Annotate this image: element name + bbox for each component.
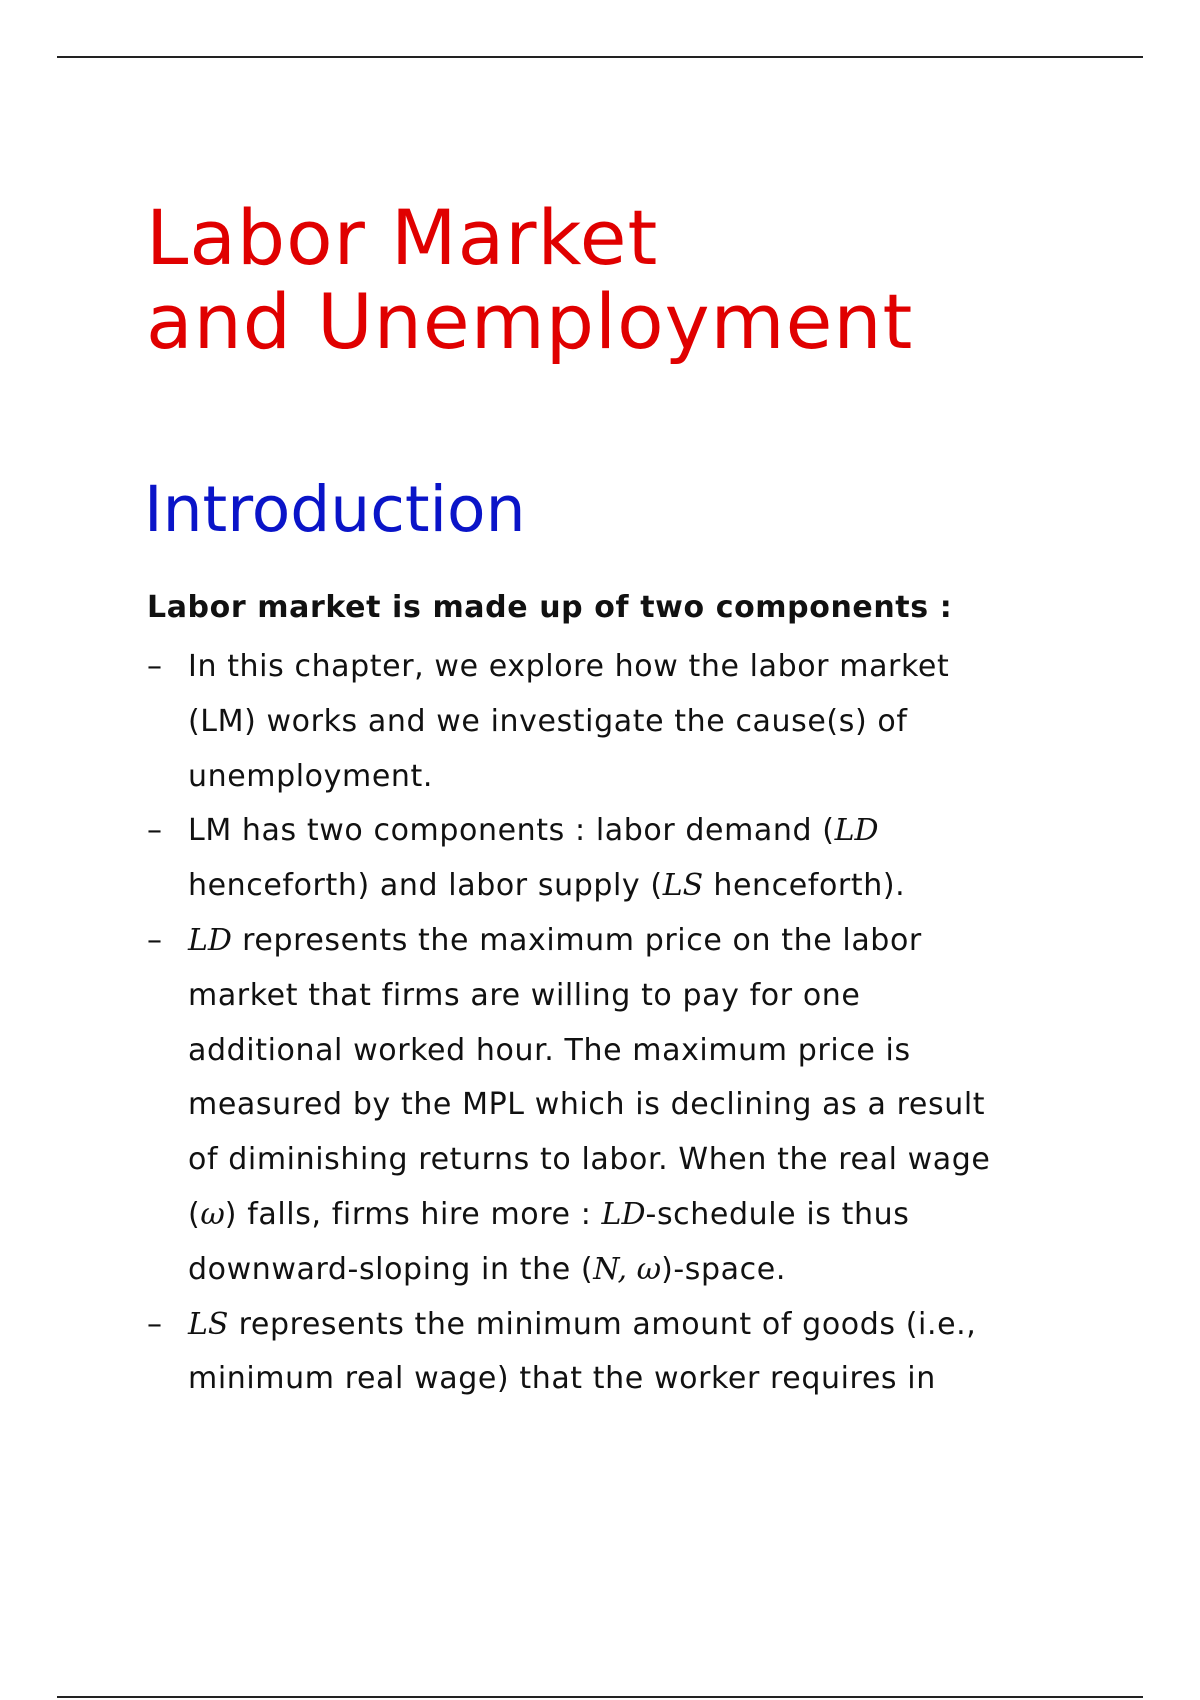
bullet-dash: – xyxy=(147,1306,163,1342)
bullet-text-line xyxy=(188,1188,1087,1243)
footer-rule xyxy=(57,1696,1143,1698)
page-title xyxy=(146,193,914,366)
bullet-item-labor-supply xyxy=(147,1298,1087,1408)
math-ld: LD xyxy=(601,1196,646,1232)
math-omega: ω xyxy=(200,1196,225,1232)
bullet-item-lm-components xyxy=(147,804,1087,914)
bullet-text-line: measured by the MPL which is declining as a result xyxy=(188,1087,986,1123)
lead-sentence: Labor market is made up of two components : xyxy=(147,590,953,625)
bullet-text-line xyxy=(188,859,1087,914)
bullet-text-line: additional worked hour. The maximum price is xyxy=(188,1032,911,1068)
math-ld: LD xyxy=(834,813,879,849)
bullet-text-line: (LM) works and we investigate the cause(s) of xyxy=(188,703,908,739)
bullet-dash: – xyxy=(147,813,163,849)
bullet-text-line: of diminishing returns to labor. When the real wage xyxy=(188,1142,991,1178)
bullet-text-line xyxy=(188,914,1087,969)
section-heading: Introduction xyxy=(144,473,526,546)
math-ls: LS xyxy=(662,868,704,904)
bullet-text-line xyxy=(188,1298,1087,1353)
bullet-text-line xyxy=(188,1243,1087,1298)
bullet-text-line: unemployment. xyxy=(188,758,433,794)
bullet-item-chapter-scope xyxy=(147,640,1087,804)
bullet-text-line: market that firms are willing to pay for one xyxy=(188,977,861,1013)
bullet-text-line xyxy=(188,804,1087,859)
bullet-item-labor-demand xyxy=(147,914,1087,1298)
page-title-line-1: Labor Market xyxy=(146,193,659,282)
bullet-text: -schedule is thus xyxy=(645,1196,910,1232)
math-ld: LD xyxy=(188,922,232,958)
bullet-dash: – xyxy=(147,922,163,958)
bullet-text: henceforth). xyxy=(703,868,906,904)
math-n-omega: N, ω xyxy=(593,1251,662,1287)
bullet-text: represents the maximum price on the labor xyxy=(231,922,922,958)
bullet-text: )-space. xyxy=(661,1251,786,1287)
bullet-text: ) falls, firms hire more : xyxy=(224,1196,602,1232)
bullet-text-line: minimum real wage) that the worker requires in xyxy=(188,1361,936,1397)
bullet-text: represents the minimum amount of goods (i.e., xyxy=(228,1306,977,1342)
bullet-text-line: In this chapter, we explore how the labor market xyxy=(188,649,950,684)
bullet-list xyxy=(147,640,1087,1407)
page-title-line-2: and Unemployment xyxy=(146,277,914,366)
header-rule xyxy=(57,56,1143,58)
bullet-text: LM has two components : labor demand ( xyxy=(188,813,835,849)
bullet-text: downward-sloping in the ( xyxy=(188,1251,594,1287)
bullet-text: henceforth) and labor supply ( xyxy=(188,868,663,904)
math-ls: LS xyxy=(188,1306,229,1342)
bullet-text: ( xyxy=(188,1196,201,1232)
bullet-dash: – xyxy=(147,649,163,684)
